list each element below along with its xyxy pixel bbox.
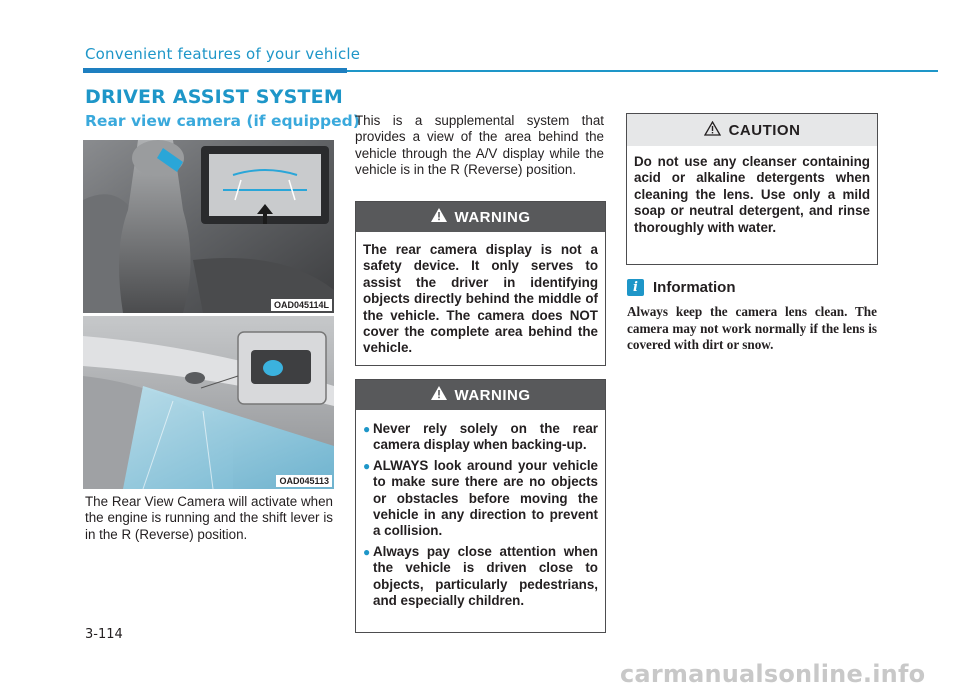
bullet-item: [363, 458, 598, 540]
rear-camera-illustration: [83, 316, 334, 489]
bullet-item: [363, 421, 598, 454]
warning-title: WARNING: [454, 386, 531, 404]
warning-triangle-icon: [431, 208, 447, 226]
bullet-dot-icon: ●: [363, 422, 371, 436]
bullet-dot-icon: ●: [363, 458, 371, 473]
header-rule: [347, 70, 938, 72]
warning-header: [356, 202, 605, 232]
watermark: carmanualsonline.info: [620, 660, 926, 688]
warning-triangle-icon: [431, 386, 447, 404]
caution-title: CAUTION: [728, 121, 801, 139]
shift-lever-display-illustration: [83, 140, 334, 313]
bullet-item: [363, 544, 598, 610]
figure-shift-lever: [83, 140, 334, 313]
warning-text: The rear camera display is not a safety device. It only serves to assist the driver in identifying objects directly behind the middle of the vehicle. The camera does NOT cover the complete area behind the vehicle.: [363, 242, 598, 356]
information-title: Information: [653, 279, 736, 296]
caution-box: [626, 113, 878, 265]
intro-paragraph: The Rear View Camera will activate when the engine is running and the shift lever is in the R (Reverse) position.: [85, 494, 333, 542]
warning-box-1: [355, 201, 606, 366]
bullet-text: ALWAYS look around your vehicle to make sure there are no objects or obstacles before moving the vehicle in any direction to prevent a collision.: [373, 457, 598, 539]
bullet-dot-icon: ●: [363, 544, 371, 559]
supplemental-paragraph: This is a supplemental system that provides a view of the area behind the vehicle through the A/V display while the vehicle is in the R (Reverse) position.: [355, 113, 604, 178]
sub-title: Rear view camera (if equipped): [85, 112, 360, 130]
header-bar: [83, 68, 347, 73]
bullet-text: Always pay close attention when the vehicle is driven close to objects, particularly pedestrians, and especially children.: [373, 543, 598, 609]
warning-bullets: [356, 410, 605, 622]
caution-triangle-icon: [704, 121, 721, 140]
figure-rear-camera: [83, 316, 334, 489]
section-title: DRIVER ASSIST SYSTEM: [85, 86, 343, 108]
information-text: Always keep the camera lens clean. The camera may not work normally if the lens is covered with dirt or snow.: [627, 304, 877, 352]
header-title: Convenient features of your vehicle: [85, 45, 361, 63]
bullet-text: Never rely solely on the rear camera display when backing-up.: [373, 421, 598, 453]
information-header: [627, 279, 736, 296]
caution-header: [627, 114, 877, 146]
warning-box-2: [355, 379, 606, 633]
figure-code: OAD045114L: [271, 299, 332, 311]
information-icon: i: [627, 279, 644, 296]
warning-header: [356, 380, 605, 410]
warning-title: WARNING: [454, 208, 531, 226]
caution-text: Do not use any cleanser containing acid or alkaline detergents when cleaning the lens. Use only a mild soap or neutral detergent, and rinse thoroughly with water.: [634, 154, 870, 235]
figure-code: OAD045113: [276, 475, 332, 487]
page-number: 3-114: [85, 627, 123, 642]
